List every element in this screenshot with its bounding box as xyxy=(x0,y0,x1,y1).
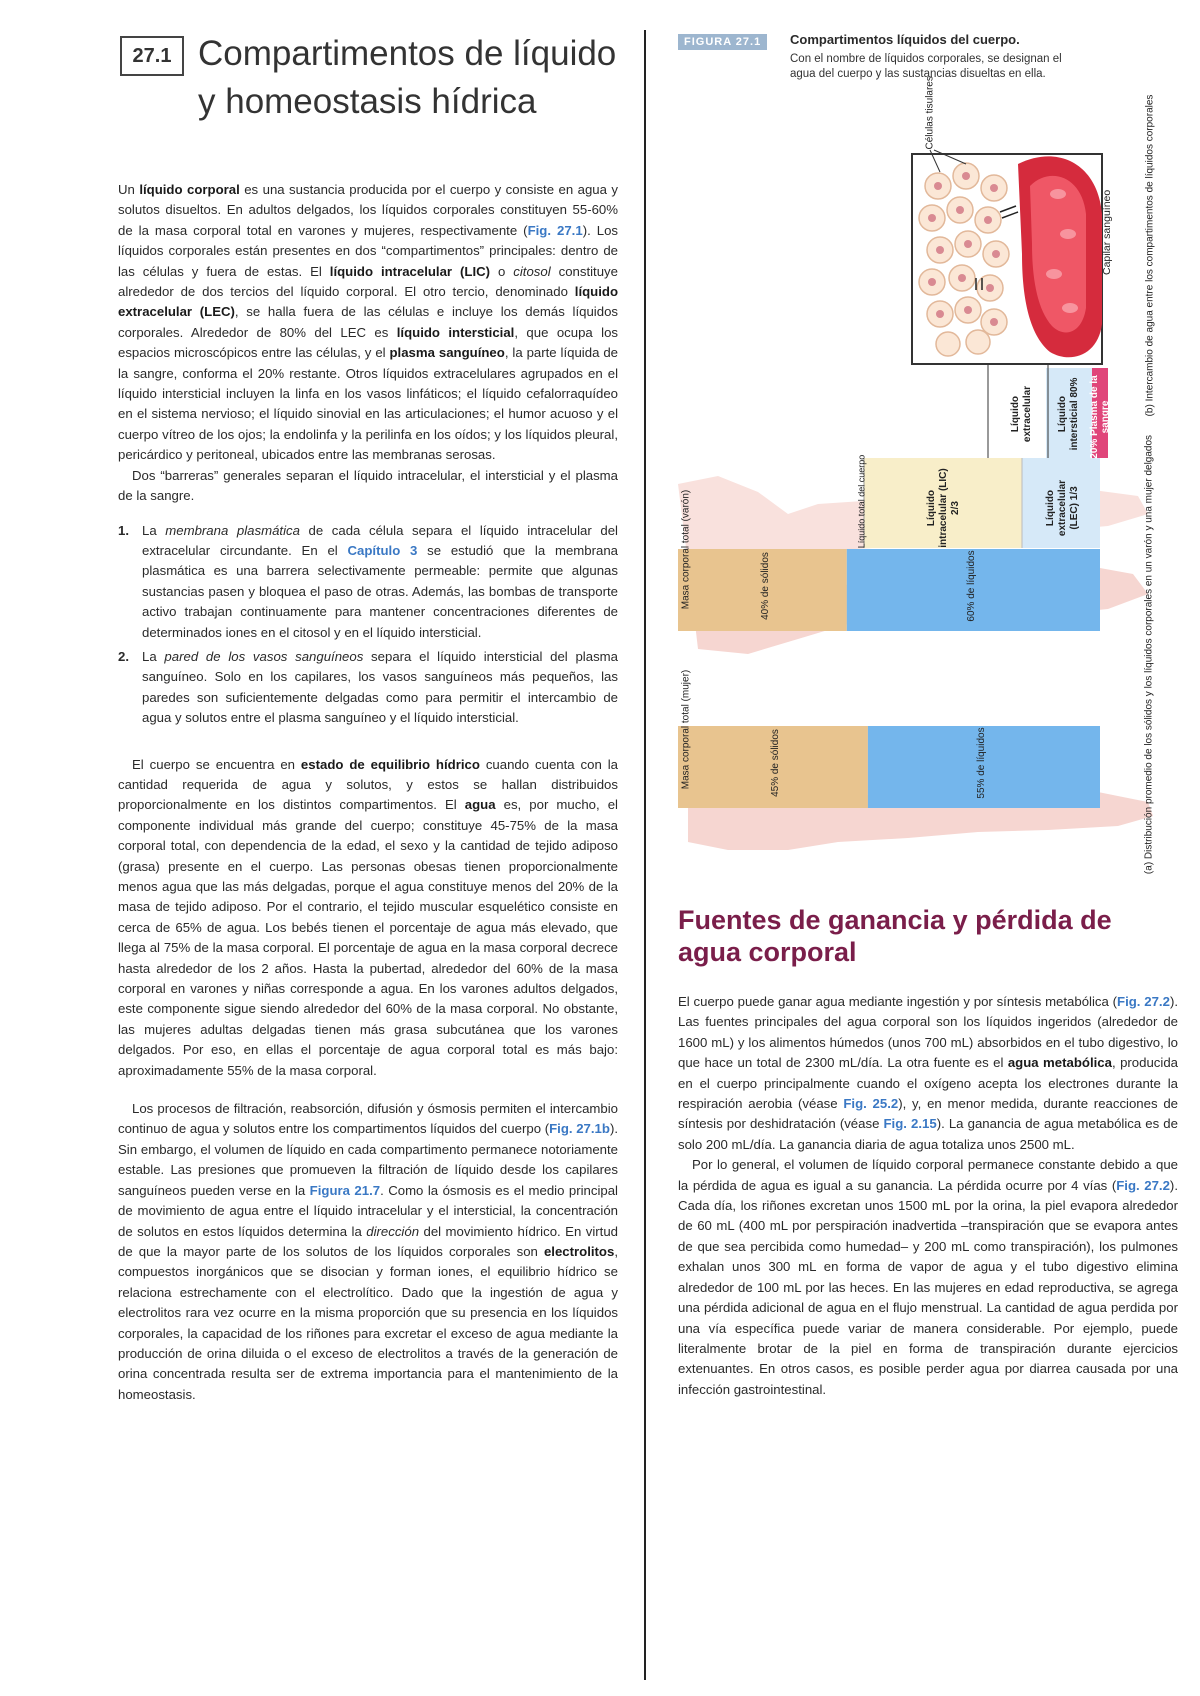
bold-term: líquido intersticial xyxy=(396,324,515,340)
label-female-mass: Masa corporal total (mujer) xyxy=(680,669,692,790)
text-run: de cada célula separa el líquido intracelular del extracelular circundante. En el xyxy=(142,522,618,558)
text-run: El cuerpo se encuentra en xyxy=(132,756,301,772)
text-run: Un xyxy=(118,182,140,197)
section-title-line2: y homeostasis hídrica xyxy=(198,82,537,121)
italic-term: citosol xyxy=(513,263,551,279)
text-run: , producida en el cuerpo principalmente cuando el oxígeno acepta los electrones durante la respiración aerobia (véase xyxy=(678,1055,1178,1112)
text-run: La xyxy=(142,648,165,664)
list-item: 1. La membrana plasmática de cada célula separa el líquido intracelular del extracelular circundante. En el Capítulo 3 se estudió que la membrana plasmática es una barrera selectivamente permeable: permite que algunas sustancias pasen y bloquea el paso de otras. Además, las bombas de transporte activo trabajan continuamente para mantener concentraciones diferentes de determinados iones en el citosol y en el líquido intersticial. xyxy=(118,522,619,640)
text-run: constituye alrededor de dos tercios del líquido corporal. El otro tercio, denominado xyxy=(118,263,618,300)
list-item: 2. La pared de los vasos sanguíneos separa el líquido intersticial del plasma sanguíneo. Solo en los capilares, los vasos sanguíneos más pequeños, las paredes son suficientemente delgadas como para permitir el intercambio de agua y solutos entre el plasma sanguíneo y el líquido intersticial. xyxy=(118,648,618,726)
label-female-solids: 45% de sólidos xyxy=(770,729,781,797)
paragraph xyxy=(678,992,1178,1155)
text-run: separa el líquido intersticial del plasma sanguíneo. Solo en los capilares, los vasos sanguíneos más pequeños, las paredes son suficientemente delgadas como para permitir el intercambio de agua y solutos entre el plasma sanguíneo y el líquido intersticial. xyxy=(142,648,618,726)
label-panel-a: (a) Distribución promedio de los sólidos y los líquidos corporales en un varón y una mujer delgados xyxy=(1143,434,1155,875)
bold-term: agua metabólica xyxy=(1007,1055,1112,1071)
label-plasma: 20% Plasma de la sangre xyxy=(1089,375,1111,459)
figure-reference-link[interactable]: Fig. 25.2 xyxy=(843,1096,899,1112)
figure-caption-text: Con el nombre de líquidos corporales, se designan el agua del cuerpo y las sustancias disueltas en ella. xyxy=(790,53,1062,80)
paragraph xyxy=(118,1099,618,1405)
barrier-list xyxy=(118,521,618,729)
section-number: 27.1 xyxy=(120,36,184,76)
text-run: La xyxy=(142,522,166,538)
paragraph: Dos “barreras” generales separan el líquido intracelular, el intersticial y el plasma de la sangre. xyxy=(118,467,618,504)
figure-reference-link[interactable]: Figura 21.7 xyxy=(309,1182,381,1198)
text-run: ). Los líquidos corporales están presentes en dos “compartimentos” principales: dentro de las células y fuera de estas. El xyxy=(118,222,618,279)
label-female-liquids: 55% de líquidos xyxy=(976,727,987,799)
figure-reference-link[interactable]: Fig. 2.15 xyxy=(883,1116,937,1132)
label-capillary: Capilar sanguíneo xyxy=(1101,189,1113,275)
bold-term: líquido extracelular (LEC) xyxy=(118,284,618,320)
label-male-solids: 40% de sólidos xyxy=(760,552,771,620)
label-male-mass: Masa corporal total (varón) xyxy=(680,489,692,610)
bold-term: electrolitos xyxy=(543,1243,615,1259)
figure-27-1 xyxy=(678,76,1178,875)
text-run: Los procesos de filtración, reabsorción, difusión y ósmosis permiten el intercambio continuo de agua y solutos entre los compartimentos líquidos del cuerpo ( xyxy=(118,1101,618,1137)
left-column xyxy=(118,30,618,1405)
text-run: El cuerpo puede ganar agua mediante ingestión y por síntesis metabólica ( xyxy=(678,994,1118,1009)
list-item-text xyxy=(142,523,618,640)
section-title xyxy=(198,30,616,126)
text-run: ), y, en menor medida, durante reacciones de síntesis por deshidratación (véase xyxy=(678,1096,1178,1132)
right-column xyxy=(678,30,1178,1400)
text-run: es una sustancia producida por el cuerpo y consiste en agua y solutos disueltos. En adultos delgados, los líquidos corporales constituyen 55-60% de la masa corporal total en varones y mujeres, respectivamente ( xyxy=(118,182,619,238)
italic-term: dirección xyxy=(366,1223,420,1239)
label-extracellular: Líquido extracelular xyxy=(1010,385,1033,443)
figure-reference-link[interactable]: Fig. 27.2 xyxy=(1116,1177,1170,1193)
text-run: , se halla fuera de las células e incluye los demás líquidos corporales. Alrededor de 80% del LEC es xyxy=(118,304,618,340)
text-run: , compuestos inorgánicos que se disocian y forman iones, el equilibrio hídrico se relaciona estrechamente con el electrolítico. Dado que la ingestión de agua y electrolitos rara vez ocurre en la misma proporción que su presencia en los líquidos corporales, la capacidad de los riñones para excretar el exceso de agua mediante la producción de orina diluida o el exceso de electrolitos a través de la generación de orina concentrada resulta ser de extrema importancia para el mantenimiento de la homeostasis. xyxy=(118,1243,618,1402)
text-run: ). Sin embargo, el volumen de líquido en cada compartimento permanece notoriamente estable. Las presiones que promueven la filtración de líquido desde los capilares sanguíneos pueden verse en la xyxy=(118,1121,619,1198)
text-run: , la parte líquida de la sangre, conforma el 20% restante. Otros líquidos extracelulares agrupados en el líquido intersticial incluyen la linfa en los vasos linfáticos; el líquido cefalorraquídeo en el sistema nervioso; el líquido sinovial en las articulaciones; el humor acuoso y el cuerpo vítreo de los ojos; la endolinfa y la perilinfa en los oídos; y los líquidos pleural, pericárdico y peritoneal, ubicados entre las membranas serosas. xyxy=(118,345,618,463)
column-divider xyxy=(644,30,646,1680)
paragraph xyxy=(118,755,618,1082)
figure-reference-link[interactable]: Fig. 27.1 xyxy=(527,222,583,238)
italic-term: pared de los vasos sanguíneos xyxy=(164,648,364,664)
bold-term: líquido intracelular (LIC) xyxy=(329,263,491,279)
label-male-liquids: 60% de líquidos xyxy=(966,550,977,622)
list-item-text xyxy=(142,649,618,725)
text-run: ). La ganancia de agua metabólica es de solo 200 mL/día. La ganancia diaria de agua totaliza unos 2500 mL. xyxy=(678,1116,1178,1152)
figure-reference-link[interactable]: Fig. 27.1b xyxy=(549,1121,610,1137)
figure-reference-link[interactable]: Fig. 27.2 xyxy=(1117,994,1170,1009)
label-tissue-cells: Células tisulares xyxy=(924,76,936,150)
text-run: . Como la ósmosis es el medio principal de movimiento de agua entre el líquido intracelular y el intersticial, la concentración de solutos en estos líquidos determina la xyxy=(118,1182,618,1239)
section-header xyxy=(118,30,618,130)
bold-term: estado de equilibrio hídrico xyxy=(300,756,480,772)
figure-reference-link[interactable]: Capítulo 3 xyxy=(347,542,418,558)
figure-tag: FIGURA 27.1 xyxy=(678,34,767,50)
section-title-line1: Compartimentos de líquido xyxy=(198,34,617,73)
text-run: del movimiento hídrico. En virtud de que la mayor parte de los solutos de los líquidos corporales son xyxy=(118,1223,618,1259)
label-total-fluid: Líquido total del cuerpo xyxy=(856,454,867,549)
bold-term: agua xyxy=(464,797,496,813)
bold-term: líquido corporal xyxy=(139,182,240,197)
right-body-text xyxy=(678,992,1178,1400)
text-run: se estudió que la membrana plasmática es una barrera selectivamente permeable: permite que algunas sustancias pasen y bloquea el paso de otras. Además, las bombas de transporte activo trabajan continuamente para mantener concentraciones diferentes de determinados iones en el citosol y en el líquido intersticial. xyxy=(142,542,619,640)
text-run: Por lo general, el volumen de líquido corporal permanece constante debido a que la pérdida de agua es igual a su ganancia. La pérdida ocurre por 4 vías ( xyxy=(678,1157,1178,1193)
label-lec: Líquido extracelular (LEC) 1/3 xyxy=(1045,479,1080,537)
label-lic: Líquido intracelular (LIC) 2/3 xyxy=(926,468,961,548)
text-run: ). Las fuentes principales del agua corporal son los líquidos ingeridos (alrededor de 1600 mL) y los alimentos húmedos (unos 700 mL) absorbidos en el tubo digestivo, lo que hace un total de 2300 mL/día. La otra fuente es el xyxy=(678,994,1178,1071)
paragraph xyxy=(118,180,618,466)
subsection-title: Fuentes de ganancia y pérdida de agua corporal xyxy=(678,905,1112,967)
label-interstitial: Líquido intersticial 80% xyxy=(1057,377,1080,451)
text-run: , que ocupa los espacios microscópicos entre las células, y el xyxy=(118,324,619,361)
paragraph xyxy=(678,1155,1178,1400)
bold-term: plasma sanguíneo xyxy=(389,345,505,361)
figure-title: Compartimentos líquidos del cuerpo. xyxy=(790,32,1020,47)
text-run: es, por mucho, el componente individual más grande del cuerpo; constituye 45-75% de la masa corporal total, con dependencia de la edad, el sexo y la cantidad de tejido adiposo (grasa) presente en el cuerpo. Las personas obesas tienen proporcionalmente menos agua que las más delgadas, porque el agua constituye menos del 20% de la masa de tejido adiposo. Por el contrario, el tejido muscular esquelético consiste en cerca de 65% de agua. Los bebés tienen el porcentaje de agua más elevado, que llega al 75% de la masa corporal. El porcentaje de agua en la masa corporal decrece hasta alrededor de los 2 años. Hasta la pubertad, alrededor del 60% de la masa corporal en varones y niñas corresponde a agua. En los varones adultos delgados, este componente sigue siendo alrededor del 60% de la masa corporal. No obstante, las mujeres adultas delgadas tienen más grasa subcutánea que los varones delgados. Por eso, en ellas el porcentaje de agua corporal total es más bajo: aproximadamente 55% de la masa corporal. xyxy=(118,797,618,1078)
text-run: cuando cuenta con la cantidad requerida de agua y solutos, y estos se hallan distribuidos proporcionalmente en los distintos compartimentos. El xyxy=(118,756,618,813)
label-panel-b: (b) Intercambio de agua entre los compartimentos de líquidos corporales xyxy=(1144,94,1156,417)
text-run: o xyxy=(490,263,514,279)
italic-term: membrana plasmática xyxy=(165,522,300,538)
left-body-text xyxy=(118,180,618,1405)
text-run: ). Cada día, los riñones excretan unos 1500 mL por la orina, la piel evapora alrededor de 60 mL (400 mL por perspiración inadvertida –transpiración que se evapora antes de que sea percibida como humedad– y 200 mL como transpiración), los pulmones exhalan unos 300 mL en forma de vapor de agua y el tubo digestivo elimina alrededor de 100 mL por las heces. En las mujeres en edad reproductiva, se agrega una pérdida adicional de agua en el flujo menstrual. La cantidad de agua perdida por una vía específica puede variar de manera considerable. Por ejemplo, puede literalmente brotar de la piel en forma de transpiración durante ejercicios extenuantes. En otros casos, es posible perder agua por diarrea causada por una infección gastrointestinal. xyxy=(678,1177,1178,1397)
